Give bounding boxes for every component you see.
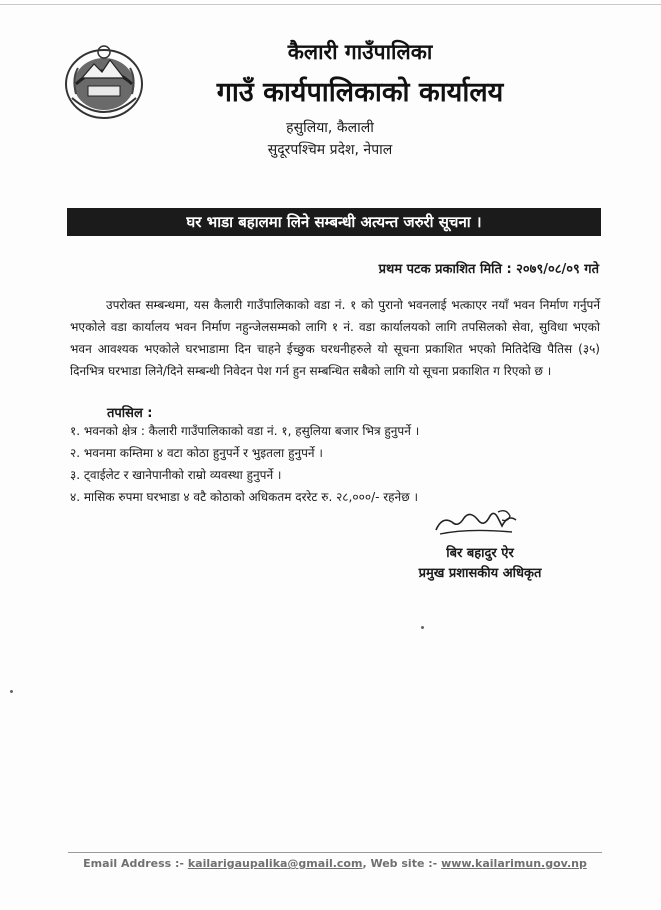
handwritten-signature-icon	[428, 506, 528, 542]
list-item: १. भवनको क्षेत्र : कैलारी गाउँपालिकाको वडा नं. १, हसुलिया बजार भित्र हुनुपर्ने ।	[70, 424, 420, 438]
notice-body: उपरोक्त सम्बन्धमा, यस कैलारी गाउँपालिकाको वडा नं. १ को पुरानो भवनलाई भत्काएर नयाँ भवन निर्माण गर्नुपर्ने भएकोले वडा कार्यालय भवन निर्माण नहुन्जेलसम्मको लागि १ नं. वडा कार्यालयको लागि तपसिलको सेवा, सुविधा भएको भवन आवश्यक भएकोले घरभाडामा दिन चाहने ईच्छुक घरधनीहरुले यो सूचना प्रकाशित भएको मितिदेखि पैतिस (३५) दिनभित्र घरभाडा लिने/दिने सम्बन्धी निवेदन पेश गर्न हुन सम्बन्धित सबैको लागि यो सूचना प्रकाशित ग रिएको छ ।	[70, 298, 600, 378]
email-label: Email Address :-	[83, 857, 184, 870]
website-label: Web site :-	[370, 857, 438, 870]
details-title: तपसिल :	[107, 406, 153, 421]
office-title: गाउँ कार्यपालिकाको कार्यालय	[216, 77, 504, 108]
scan-edge-line	[0, 4, 661, 5]
list-item: ४. मासिक रुपमा घरभाडा ४ वटै कोठाको अधिकतम दररेट रु. २८,०००/- रहनेछ ।	[70, 490, 418, 504]
signatory-name: बिर बहादुर ऐर	[446, 546, 514, 561]
address-line-1: हसुलिया, कैलाली	[286, 120, 374, 136]
published-date: प्रथम पटक प्रकाशित मिति : २०७९/०८/०९ गते	[378, 262, 599, 277]
email-link[interactable]: kailarigaupalika@gmail.com	[187, 857, 363, 870]
scan-speck	[10, 690, 13, 693]
address-line-2: सुदूरपश्चिम प्रदेश, नेपाल	[267, 142, 393, 158]
list-item: ३. ट्वाईलेट र खानेपानीको राम्रो व्यवस्था हुनुपर्ने ।	[70, 468, 282, 482]
nepal-government-emblem-icon	[62, 38, 146, 122]
notice-banner-title: घर भाडा बहालमा लिने सम्बन्धी अत्यन्त जरुरी सूचना ।	[67, 208, 601, 236]
signatory-post: प्रमुख प्रशासकीय अधिकृत	[418, 566, 542, 581]
details-list	[70, 420, 600, 508]
office-name: कैलारी गाउँपालिका	[287, 40, 433, 64]
footer-separator: ,	[362, 857, 367, 870]
list-item: २. भवनमा कम्तिमा ४ वटा कोठा हुनुपर्ने र भुइतला हुनुपर्ने ।	[70, 446, 323, 460]
footer-contact	[68, 857, 602, 870]
footer-divider	[68, 852, 602, 853]
website-link[interactable]: www.kailarimun.gov.np	[441, 857, 587, 870]
scan-speck	[421, 626, 424, 629]
